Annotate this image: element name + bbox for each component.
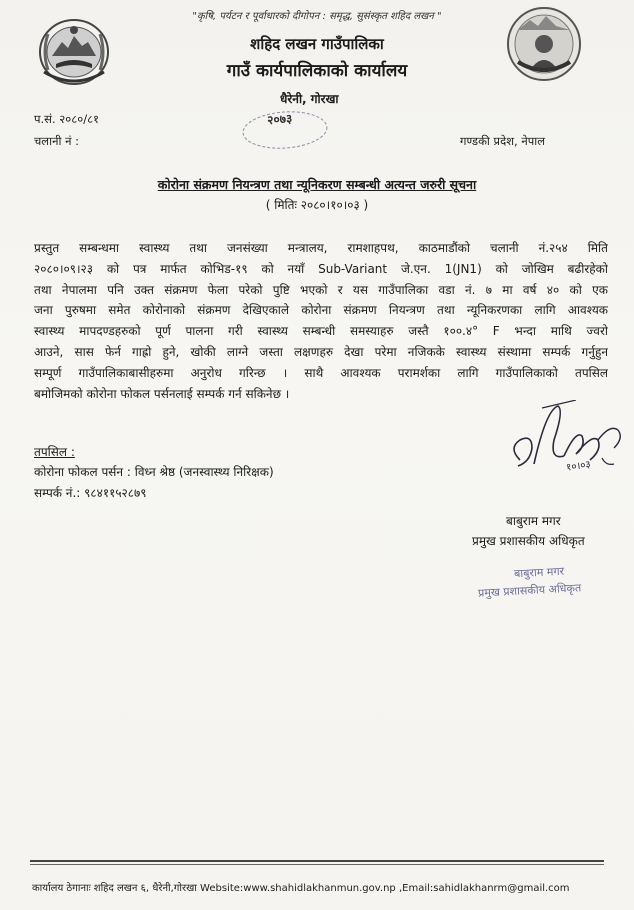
province-name: गण्डकी प्रदेश, नेपाल <box>460 134 546 148</box>
focal-person: कोरोना फोकल पर्सन : विध्न श्रेष्ठ (जनस्वास्थ्य निरिक्षक) <box>34 465 274 479</box>
signed-date: १०।०३ <box>565 459 592 474</box>
footer-divider <box>30 860 604 862</box>
body-line: बमोजिमको कोरोना फोकल पर्सनलाई सम्पर्क गर्न सकिनेछ । <box>34 386 290 401</box>
letter-reference-number: प.सं. २०८०/८१ <box>34 112 100 126</box>
signatory-name: बाबुराम मगर <box>506 514 561 528</box>
signatory-title: प्रमुख प्रशासकीय अधिकृत <box>472 534 585 548</box>
body-line: प्रस्तुत सम्बन्धमा स्वास्थ्य तथा जनसंख्या मन्त्रालय, रामशाहपथ, काठमाडौंको चलानी नं.२५४ मिति <box>34 241 608 255</box>
office-address: धैरेनी, गोरखा <box>280 92 339 106</box>
title-stamp: प्रमुख प्रशासकीय अधिकृत <box>477 581 582 600</box>
body-line: आउने, सास फेर्न गाह्रो हुने, खोकी लाग्ने जस्ता लक्षणहरु देखा परेमा नजिकके स्वास्थ्य संस्थामा सम्पर्क गर्नुहुन <box>34 344 608 359</box>
stamp-number: २०७३ <box>266 111 293 128</box>
notice-body <box>34 238 608 404</box>
footer-divider <box>30 864 604 865</box>
motto-tagline: "कृषि, पर्यटन र पूर्वाधारको दीगोपन : समृद्ध, सुसंस्कृत शहिद लखन " <box>192 11 442 22</box>
details-heading: तपसिल : <box>34 445 75 459</box>
body-line: सम्पूर्ण गाउँपालिकाबासीहरुमा अनुरोध गरिन्छ । साथै आवश्यक परामर्शका लागि गाउँपालिकाको तपसिल <box>34 365 608 380</box>
body-line: जना पुरुषमा समेत कोरोनाको संक्रमण देखिएकाले कोरोना संक्रमण नियन्त्रण तथा न्यूनिकरणका लागि आवश्यक <box>34 303 608 318</box>
body-line: स्वास्थ्य मापदण्डहरुको पूर्ण पालना गरी स्वास्थ्य सम्बन्धी समस्याहरु जस्तै १००.४° F भन्दा माथि ज्वरो <box>34 324 608 339</box>
notice-title: कोरोना संक्रमण नियन्त्रण तथा न्यूनिकरण सम्बन्धी अत्यन्त जरुरी सूचना <box>157 177 477 192</box>
registry-stamp <box>239 105 332 155</box>
notice-date: ( मितिः २०८०।१०।०३ ) <box>265 198 369 212</box>
name-stamp: बाबुराम मगर <box>513 564 565 581</box>
organization-name: शहिद लखन गाउँपालिका <box>250 35 384 53</box>
contact-number: सम्पर्क नं.: ९८४११५२८७९ <box>34 486 147 500</box>
footer-contact: कार्यालय ठेगानाः शहिद लखन ६, धैरेनी,गोरखा Website:www.shahidlakhanmun.gov.np ,Email:sahidlakhanrm@gmail.com <box>32 883 570 894</box>
body-line: २०८०।०९।२३ को पत्र मार्फत कोभिड-१९ को नयाँ Sub-Variant जे.एन. 1(JN1) को जोखिम बढीरहेको <box>34 261 608 276</box>
office-name: गाउँ कार्यपालिकाको कार्यालय <box>226 61 408 81</box>
dispatch-number: चलानी नं : <box>34 134 80 148</box>
handwritten-signature <box>506 400 628 492</box>
body-line: तथा नेपालमा पनि उक्त संक्रमण फेला परेको पुष्टि भएको र यस गाउँपालिका वडा नं. ७ मा वर्ष ४० को एक <box>34 282 608 297</box>
